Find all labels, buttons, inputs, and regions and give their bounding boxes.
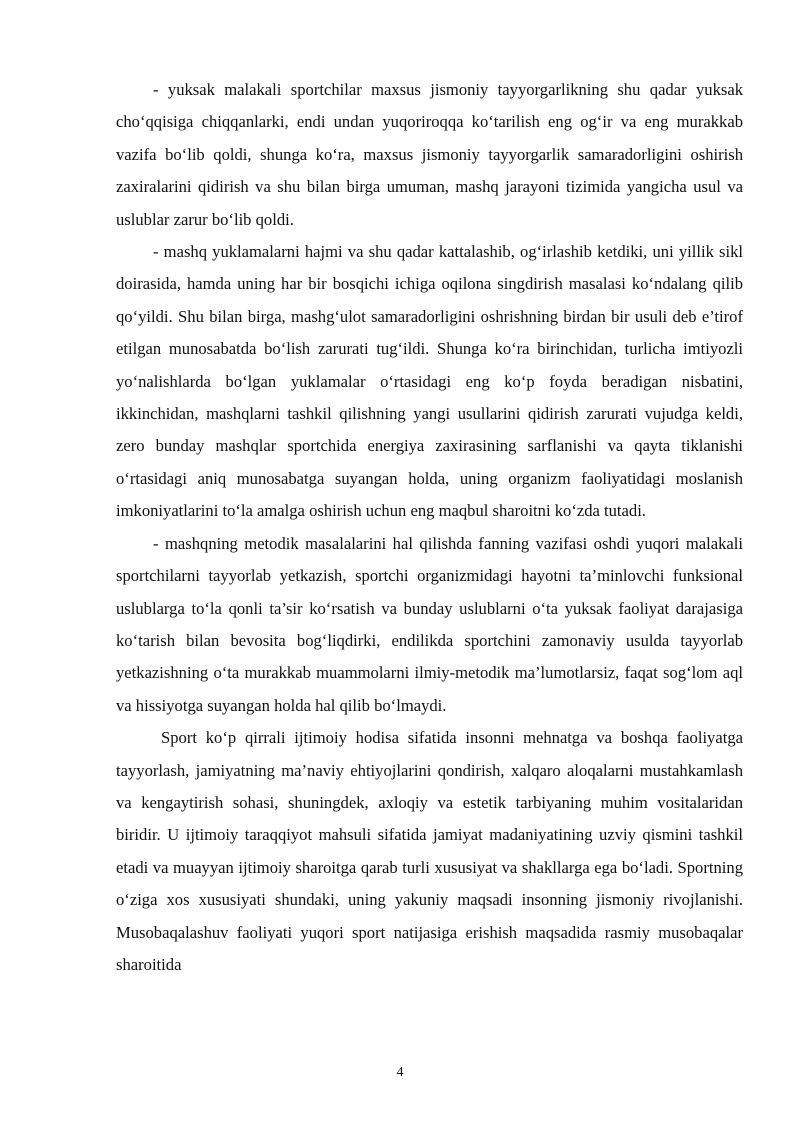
paragraph-4: Sport ko‘p qirrali ijtimoiy hodisa sifatida insonni mehnatga va boshqa faoliyatga tayyorlash, jamiyatning ma’naviy ehtiyojlarini qondirish, xalqaro aloqalarni mustahkamlash va kengaytirish sohasi, shuningdek, axloqiy va estetik tarbiyaning muhim vositalaridan biridir. U ijtimoiy taraqqiyot mahsuli sifatida jamiyat madaniyatining uzviy qismini tashkil etadi va muayyan ijtimoiy sharoitga qarab turli xususiyat va shakllarga ega bo‘ladi. Sportning o‘ziga xos xususiyati shundaki, uning yakuniy maqsadi insonning jismoniy rivojlanishi. Musobaqalashuv faoliyati yuqori sport natijasiga erishish maqsadida rasmiy musobaqalar sharoitida bbox=[116, 728, 743, 974]
paragraph-3: - mashqning metodik masalalarini hal qilishda fanning vazifasi oshdi yuqori malakali sportchilarni tayyorlab yetkazish, sportchi organizmidagi hayotni ta’minlovchi funksional uslublarga to‘la qonli ta’sir ko‘rsatish va bunday uslublarni o‘ta yuksak faoliyat darajasiga ko‘tarish bilan bevosita bog‘liqdirki, endilikda sportchini zamonaviy usulda tayyorlab yetkazishning o‘ta murakkab muammolarni ilmiy-metodik ma’lumotlarsiz, faqat sog‘lom aql va hissiyotga suyangan holda hal qilib bo‘lmaydi. bbox=[116, 533, 743, 715]
page-number: 4 bbox=[396, 1065, 404, 1080]
page-body bbox=[116, 74, 743, 981]
paragraph-2: - mashq yuklamalarni hajmi va shu qadar kattalashib, og‘irlashib ketdiki, uni yillik sikl doirasida, hamda uning har bir bosqichi ichiga oqilona singdirish masalasi ko‘ndalang qilib qo‘yildi. Shu bilan birga, mashg‘ulot samaradorligini oshrishning birdan bir usuli deb e’tirof etilgan munosabatda bo‘lish zarurati tug‘ildi. Shunga ko‘ra birinchidan, turlicha imtiyozli yo‘nalishlarda bo‘lgan yuklamalar o‘rtasidagi eng ko‘p foyda beradigan nisbatini, ikkinchidan, mashqlarni tashkil qilishning yangi usullarini qidirish zarurati vujudga keldi, zero bunday mashqlar sportchida energiya zaxirasining sarflanishi va qayta tiklanishi o‘rtasidagi aniq munosabatga suyangan holda, uning organizm faoliyatidagi moslanish imkoniyatlarini to‘la amalga oshirish uchun eng maqbul sharoitni ko‘zda tutadi. bbox=[116, 242, 743, 521]
paragraph-1: - yuksak malakali sportchilar maxsus jismoniy tayyorgarlikning shu qadar yuksak cho‘qqisiga chiqqanlarki, endi undan yuqoriroqqa ko‘tarilish eng og‘ir va eng murakkab vazifa bo‘lib qoldi, shunga ko‘ra, maxsus jismoniy tayyorgarlik samaradorligini oshirish zaxiralarini qidirish va shu bilan birga umuman, mashq jarayoni tizimida yangicha usul va uslublar zarur bo‘lib qoldi. bbox=[116, 80, 743, 229]
